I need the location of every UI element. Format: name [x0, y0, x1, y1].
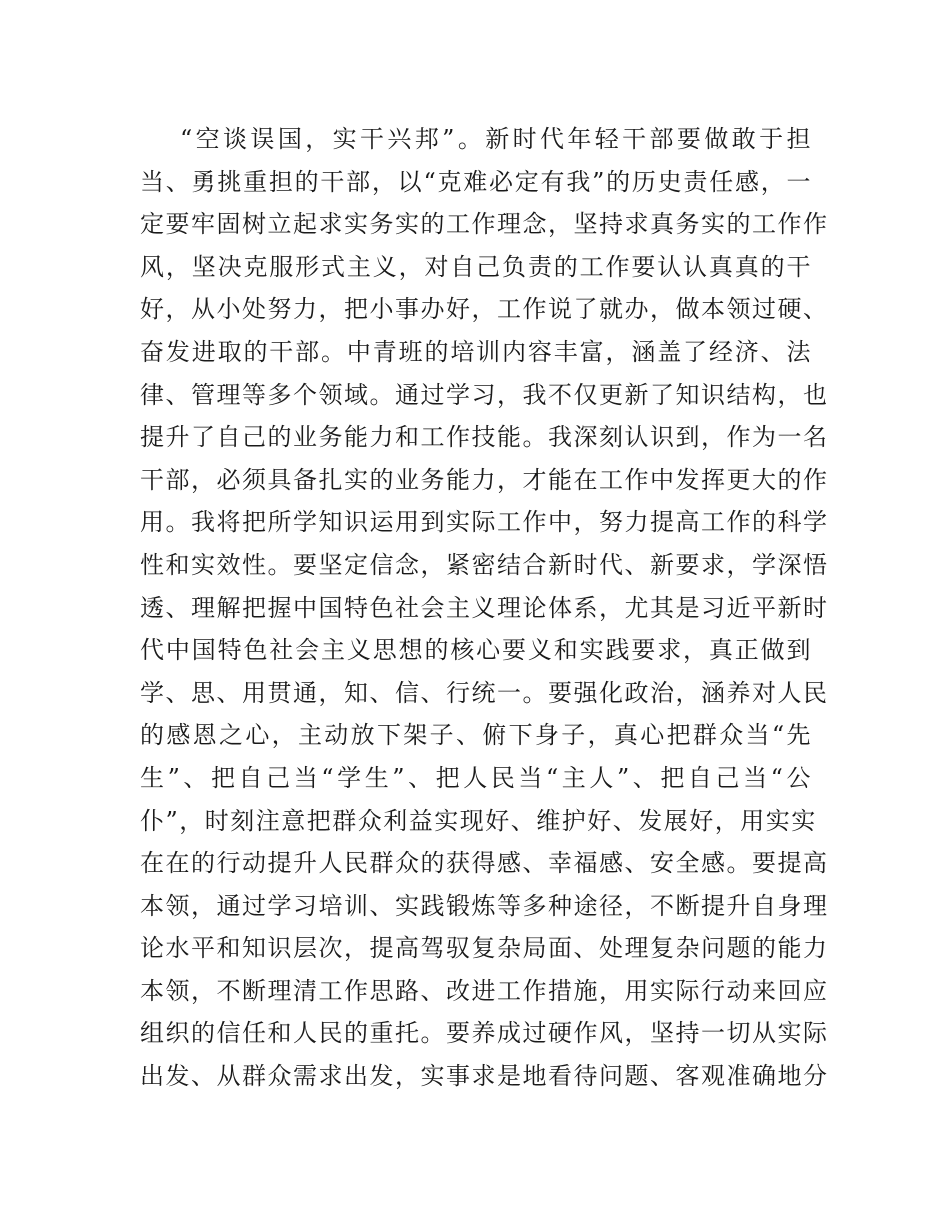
paragraph-line: 律、管理等多个领域。通过学习，我不仅更新了知识结构，也	[140, 380, 829, 409]
body-paragraph	[140, 118, 829, 1098]
paragraph-line: 生”、把自己当“学生”、把人民当“主人”、把自己当“公	[140, 763, 812, 792]
paragraph-line: 性和实效性。要坚定信念，紧密结合新时代、新要求，学深悟	[140, 550, 829, 579]
paragraph-line: 的感恩之心，主动放下架子、俯下身子，真心把群众当“先	[140, 721, 812, 750]
paragraph-line: 用。我将把所学知识运用到实际工作中，努力提高工作的科学	[140, 508, 829, 537]
paragraph-line: 定要牢固树立起求实务实的工作理念，坚持求真务实的工作作	[140, 210, 829, 239]
paragraph-line: 奋发进取的干部。中青班的培训内容丰富，涵盖了经济、法	[140, 337, 812, 366]
paragraph-line: 透、理解把握中国特色社会主义理论体系，尤其是习近平新时	[140, 593, 829, 622]
paragraph-line: 好，从小处努力，把小事办好，工作说了就办，做本领过硬、	[140, 295, 829, 324]
paragraph-line: 在在的行动提升人民群众的获得感、幸福感、安全感。要提高	[140, 849, 829, 878]
paragraph-line: 提升了自己的业务能力和工作技能。我深刻认识到，作为一名	[140, 423, 829, 452]
paragraph-line: 当、勇挑重担的干部，以“克难必定有我”的历史责任感，一	[140, 167, 812, 196]
paragraph-line: 仆”，时刻注意把群众利益实现好、维护好、发展好，用实实	[140, 806, 817, 835]
paragraph-line: 代中国特色社会主义思想的核心要义和实践要求，真正做到	[140, 636, 812, 665]
paragraph-line: 本领，通过学习培训、实践锻炼等多种途径，不断提升自身理	[140, 891, 829, 920]
paragraph-line: 论水平和知识层次，提高驾驭复杂局面、处理复杂问题的能力	[140, 934, 829, 963]
paragraph-line: 本领，不断理清工作思路、改进工作措施，用实际行动来回应	[140, 976, 829, 1005]
paragraph-line: “空谈误国，实干兴邦”。新时代年轻干部要做敢于担	[180, 125, 812, 153]
paragraph-line: 学、思、用贯通，知、信、行统一。要强化政治，涵养对人民	[140, 678, 829, 707]
paragraph-line: 干部，必须具备扎实的业务能力，才能在工作中发挥更大的作	[140, 465, 829, 494]
paragraph-line: 风，坚决克服形式主义，对自己负责的工作要认认真真的干	[140, 252, 812, 281]
paragraph-line: 组织的信任和人民的重托。要养成过硬作风，坚持一切从实际	[140, 1019, 829, 1048]
paragraph-line: 出发、从群众需求出发，实事求是地看待问题、客观准确地分	[140, 1062, 829, 1091]
